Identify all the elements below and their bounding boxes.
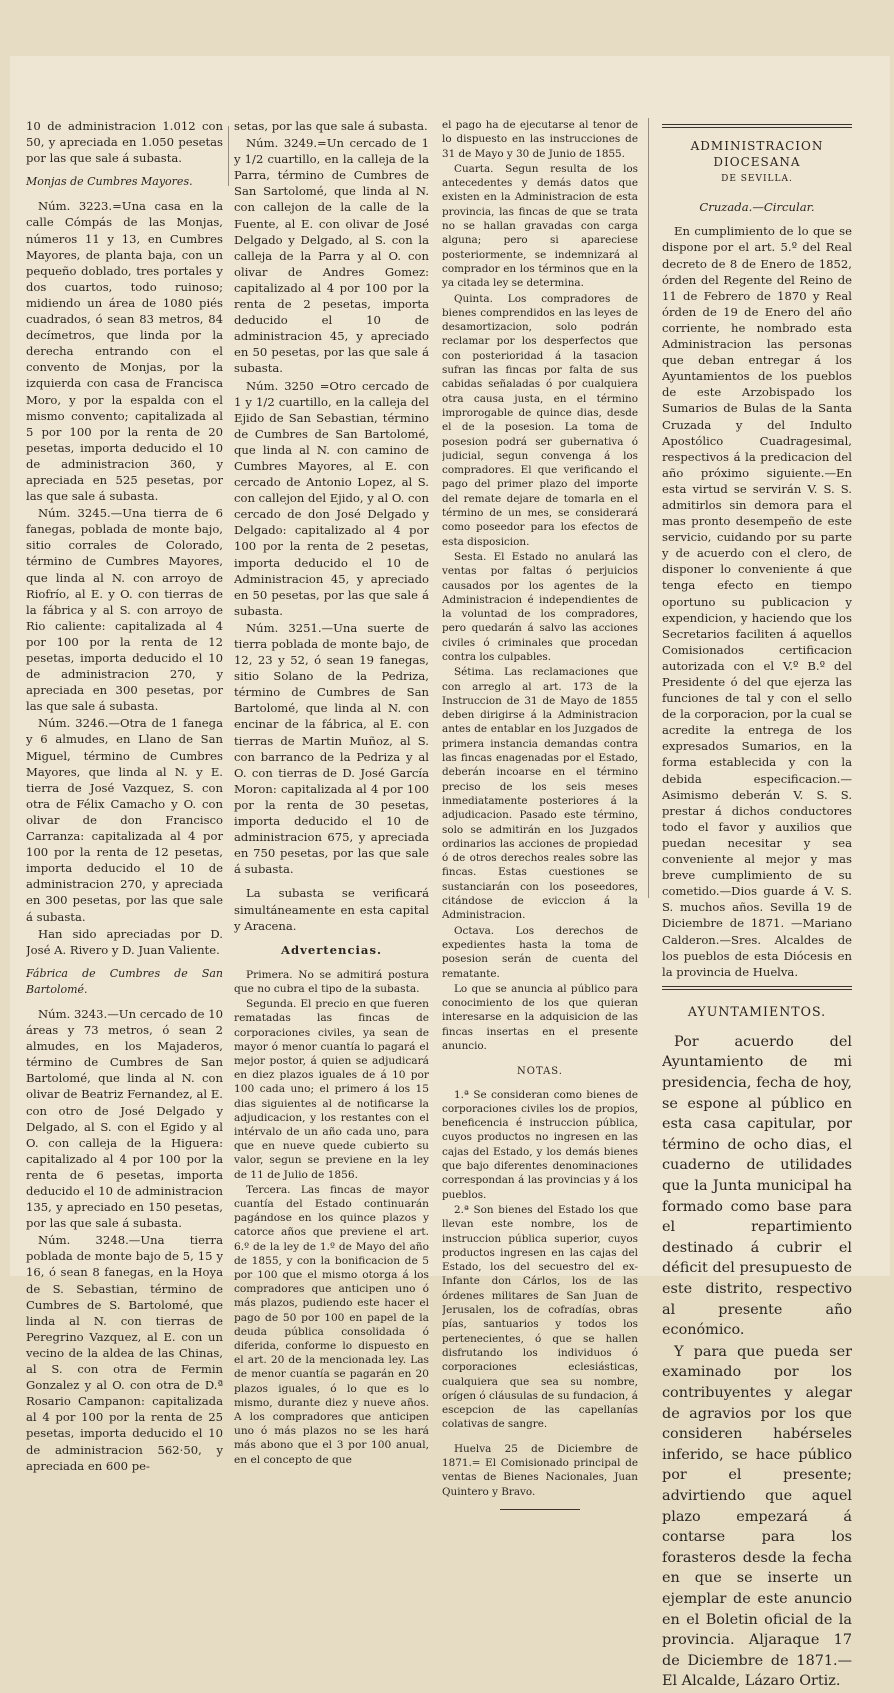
header-rule-top [662, 124, 852, 128]
announcement-closing: Lo que se anuncia al público para conocimiento de los que quieran interesarse en la adquisicion de las fincas insertas en el presente anuncio. [442, 982, 638, 1052]
lot-3243: Núm. 3243.—Un cercado de 10 áreas y 73 metros, ó sean 2 almudes, en los Majaderos, término de Cumbres de San Bartolomé, que linda al N. con olivar de Beatriz Fernandez, al E. con otro de José Delgado y Delgado, al S. con el Egido y al O. con calleja de la Higuera: capitalizado al 4 por 100 por la renta de 6 pesetas, importa deducido el 10 de administracion 135, y apreciado en 150 pesetas, por las que sale á subasta. [26, 1006, 223, 1231]
auction-location-note: La subasta se verificará simultáneamente en esta capital y Aracena. [234, 886, 429, 933]
lot-3249: Núm. 3249.=Un cercado de 1 y 1/2 cuartillo, en la calleja de la Parra, término de Cumbres de San Sartolomé, que linda al N. con callejon de la calle de la Fuente, al E. con olivar de José Delgado y Delgado, al S. con la calleja de la Parra y al O. con olivar de Andres Gomez: capitalizado al 4 por 100 por la renta de 2 pesetas, importa deducido el 10 de administracion 45, y apreciado en 50 pesetas, por las que sale á subasta. [234, 136, 429, 376]
advertencias-heading: Advertencias. [280, 942, 383, 957]
column-divider [228, 126, 229, 186]
closing-rule [500, 1509, 580, 1510]
column3-continuation: el pago ha de ejecutarse al tenor de lo dispuesto en las instrucciones de 31 de Mayo y 30 de Junio de 1855. [442, 119, 638, 160]
section-rule [662, 986, 852, 990]
signature-block: Huelva 25 de Diciembre de 1871.= El Comisionado principal de ventas de Bienes Nacionales, Juan Quintero y Bravo. [442, 1442, 638, 1498]
column2-continuation: setas, por las que sale á subasta. [234, 119, 428, 133]
column-1 [26, 118, 223, 1475]
column1-continuation: 10 de administracion 1.012 con 50, y apreciada en 1.050 pesetas por las que sale á subasta. [26, 119, 223, 166]
lot-3250: Núm. 3250 =Otro cercado de 1 y 1/2 cuartillo, en la calleja del Ejido de San Sebastian, término de Cumbres de San Bartolomé, que linda al N. con camino de Cumbres Mayores, al E. con cercado de Antonio Lopez, al S. con callejon del Ejido, y al O. con cercado de don José Delgado y Delgado: capitalizado al 4 por 100 por la renta de 2 pesetas, importa deducido el 10 de Administracion 45, y apreciado en 50 pesetas, por las que sale á subasta. [234, 378, 429, 618]
lot-3246: Núm. 3246.—Otra de 1 fanega y 6 almudes, en Llano de San Miguel, término de Cumbres Mayores, que linda al N. y E. tierra de José Vazquez, S. con otra de Félix Camacho y O. con olivar de don Francisco Carranza: capitalizada al 4 por 100 por la renta de 12 pesetas, importa deducido el 10 de administracion 270, y apreciada en 300 pesetas, por las que sale á subasta. [26, 716, 223, 924]
administracion-subheading: DE SEVILLA. [721, 174, 793, 185]
administracion-heading: ADMINISTRACION DIOCESANA [690, 139, 824, 170]
circular-body: En cumplimiento de lo que se dispone por el art. 5.º del Real decreto de 8 de Enero de 1852, órden del Regente del Reino de 11 de Febrero de 1870 y Real órden de 19 de Enero del año corriente, he nombrado esta Administracion las personas que deban entregar á los Ayuntamientos de los pueblos de este Arzobispado los Sumarios de Bulas de la Santa Cruzada y del Indulto Apostólico Cuadragesimal, respectivos á la predicacion del año próximo siguiente.—En esta virtud se servirán V. S. S. admitirlos sin demora para el mas pronto desempeño de este servicio, cuidando por su parte y de acuerdo con el clero, de disponer lo conveniente á que tenga efecto en tiempo oportuno su publicacion y expendicion, y haciendo que los Secretarios faciliten á aquellos Comisionados certificacion autorizada con el V.º B.º del Presidente ó del que ejerza las funciones de tal y con el sello de la corporacion, por la cual se acredite la entrega de los expresados Sumarios, en la forma establecida y con la debida especificacion.—Asimismo deberán V. S. S. prestar á dichos conductores todo el favor y auxilios que puedan necesitar y sea conveniente al mejor y mas breve cumplimiento de su cometido.—Dios guarde á V. S. S. muchos años. Sevilla 19 de Diciembre de 1871. —Mariano Calderon.—Sres. Alcaldes de los pueblos de esta Diócesis en la provincia de Huelva. [662, 224, 852, 979]
lot-3248: Núm. 3248.—Una tierra poblada de monte bajo de 5, 15 y 16, ó sean 8 fanegas, en la Hoya de S. Sebastian, término de Cumbres de S. Bartolomé, que linda al N. con tierras de Peregrino Vazquez, al E. con un vecino de la aldea de las Chinas, al S. con otra de Fermin Gonzalez y al O. con otra de D.ª Rosario Campanon: capitalizada al 4 por 100 por la renta de 25 pesetas, importa deducido el 10 de administracion 562·50, y apreciada en 600 pe- [26, 1233, 223, 1473]
column-4 [662, 118, 852, 1693]
advertencia-setima: Sétima. Las reclamaciones que con arreglo al art. 173 de la Instruccion de 31 de Mayo de 1855 deben dirigirse á la Administracion antes de entablar en los Juzgados de primera instancia demandas contra las fincas enagenadas por el Estado, deberán incoarse en el término preciso de los seis meses inmediatamente posteriores á la adjudicacion. Pasado este término, solo se admitirán en los Juzgados ordinarios las acciones de propiedad ó de otros derechos reales sobre las fincas. Estas cuestiones se sustanciarán con los poseedores, citándose de eviccion á la Administracion. [442, 666, 638, 922]
ayuntamientos-heading: AYUNTAMIENTOS. [687, 1003, 827, 1019]
advertencia-tercera: Tercera. Las fincas de mayor cuantía del Estado continuarán pagándose en los quince plazos y catorce años que previene el art. 6.º de la ley de 1.º de Mayo del año de 1855, y con la bonificacion de 5 por 100 que el mismo otorga á los compradores que anticipen uno ó más plazos, pudiendo este hacer el pago de 50 por 100 en papel de la deuda pública consolidada ó diferida, conforme lo dispuesto en el art. 20 de la mencionada ley. Las de menor cuantía se pagarán en 20 plazos iguales, ó lo que es lo mismo, durante diez y nueve años. A los compradores que anticipen uno ó más plazos no se les hará más abono que el 3 por 100 anual, en el concepto de que [234, 1183, 429, 1466]
column-2 [234, 118, 429, 1468]
nota-1: 1.ª Se consideran como bienes de corporaciones civiles los de propios, beneficencia é instruccion pública, cuyos productos no ingresen en las cajas del Estado, y los demás bienes que bajo diferentes denominaciones correspondan á las provincias y á los pueblos. [442, 1088, 638, 1201]
advertencia-quinta: Quinta. Los compradores de bienes comprendidos en las leyes de desamortizacion, solo podrán reclamar por los desperfectos que con posterioridad á la tasacion sufran las fincas por falta de sus cabidas señaladas ó por cualquiera otra causa justa, en el término improrogable de quince dias, desde el de la posesion. La toma de posesion podrá ser gubernativa ó judicial, segun convenga á los compradores. El que verificando el pago del primer plazo del importe del remate dejare de tomarla en el término de un mes, se considerará como poseedor para los efectos de esta disposicion. [442, 292, 638, 548]
advertencia-segunda: Segunda. El precio en que fueren rematadas las fincas de corporaciones civiles, ya sean de mayor ó menor cuantía lo pagará el mejor postor, á quien se adjudicará en diez plazos iguales de á 10 por 100 cada uno; el primero á los 15 dias siguientes al de notificarse la adjudicacion, y los restantes con el intérvalo de un año cada uno, para que en nueve quede cubierto su valor, segun se previene en la ley de 11 de Julio de 1856. [234, 998, 429, 1181]
lot-3251: Núm. 3251.—Una suerte de tierra poblada de monte bajo, de 12, 23 y 52, ó sean 19 fanegas, sitio Solano de la Pedriza, término de Cumbres de San Bartolomé, que linda al N. con encinar de la fábrica, al E. con tierras de Martin Muñoz, al S. con barranco de la Pedriza y al O. con tierras de D. José García Moron: capitalizada al 4 por 100 por la renta de 30 pesetas, importa deducido el 10 de administracion 675, y apreciada en 750 pesetas, por las que sale á subasta. [234, 620, 429, 877]
section-heading-monjas: Monjas de Cumbres Mayores. [26, 175, 193, 189]
lot-3245: Núm. 3245.—Una tierra de 6 fanegas, poblada de monte bajo, sitio corrales de Colorado, término de Cumbres Mayores, que linda al N. con arroyo de Riofrío, al E. y O. con tierras de la fábrica y al S. con arroyo de Rio caliente: capitalizada al 4 por 100 por la renta de 12 pesetas, importa deducido el 10 de administracion 270, y apreciada en 300 pesetas, por las que sale á subasta. [26, 506, 223, 714]
section-heading-fabrica: Fábrica de Cumbres de San Bartolomé. [26, 966, 223, 996]
lot-3223: Núm. 3223.=Una casa en la calle Cómpás de las Monjas, números 11 y 13, en Cumbres Mayores, de planta baja, con un pequeño doblado, tres portales y dos cuartos, todo ruinoso; midiendo un área de 1080 piés cuadrados, ó sean 83 metros, 84 decímetros, que linda por la derecha entrando con el convento de Monjas, por la izquierda con casa de Francisca Moro, y por la espalda con el mismo convento; capitalizada al 5 por 100 por la renta de 20 pesetas, importa deducido el 10 de administracion 360, y apreciada en 525 pesetas, por las que sale á subasta. [26, 199, 223, 504]
column-3 [442, 118, 638, 1510]
advertencia-cuarta: Cuarta. Segun resulta de los antecedentes y demás datos que existen en la Administracion de esta provincia, las fincas de que se trata no se hallan gravadas con carga alguna; pero si apareciese posteriormente, se indemnizará al comprador en los términos que en la ya citada ley se determina. [442, 162, 638, 290]
advertencia-primera: Primera. No se admitirá postura que no cubra el tipo de la subasta. [234, 968, 429, 995]
newspaper-page [10, 56, 890, 1690]
nota-2: 2.ª Son bienes del Estado los que llevan este nombre, los de instruccion pública superior, cuyos productos ingresen en las cajas del Estado, los del secuestro del ex-Infante don Cárlos, los de las órdenes militares de San Juan de Jerusalen, los de cofradías, obras pías, santuarios y todos los pertenecientes, ó que se hallen disfrutando los individuos ó corporaciones eclesiásticas, cualquiera que sea su nombre, orígen ó cláusulas de su fundacion, á escepcion de las capellanías colativas de sangre. [442, 1203, 638, 1431]
ayuntamiento-paragraph-2: Y para que pueda ser examinado por los contribuyentes y alegar de agravios por los que consideren habérseles inferido, se hace público por el presente; advirtiendo que aquel plazo empezará á contarse para los forasteros desde la fecha en que se inserte un ejemplar de este anuncio en el Boletin oficial de la provincia. Aljaraque 17 de Diciembre de 1871.—El Alcalde, Lázaro Ortiz. [662, 1343, 852, 1690]
advertencia-sesta: Sesta. El Estado no anulará las ventas por faltas ó perjuicios causados por los agentes de la Administracion é independientes de la voluntad de los compradores, pero quedarán á salvo las acciones civiles ó criminales que procedan contra los culpables. [442, 550, 638, 663]
ayuntamiento-paragraph-1: Por acuerdo del Ayuntamiento de mi presidencia, fecha de hoy, se espone al público en esta casa capitular, por término de ocho dias, el cuaderno de utilidades que la Junta municipal ha formado como base para el repartimiento destinado á cubrir el déficit del presupuesto de este distrito, respectivo al presente año económico. [662, 1033, 852, 1339]
advertencia-octava: Octava. Los derechos de expedientes hasta la toma de posesion serán de cuenta del rematante. [442, 924, 638, 980]
column-divider-right [648, 118, 649, 898]
cruzada-circular-heading: Cruzada.—Circular. [699, 200, 815, 215]
appraisers-note: Han sido apreciadas por D. José A. Rivero y D. Juan Valiente. [26, 926, 223, 957]
notas-heading: NOTAS. [517, 1066, 563, 1078]
